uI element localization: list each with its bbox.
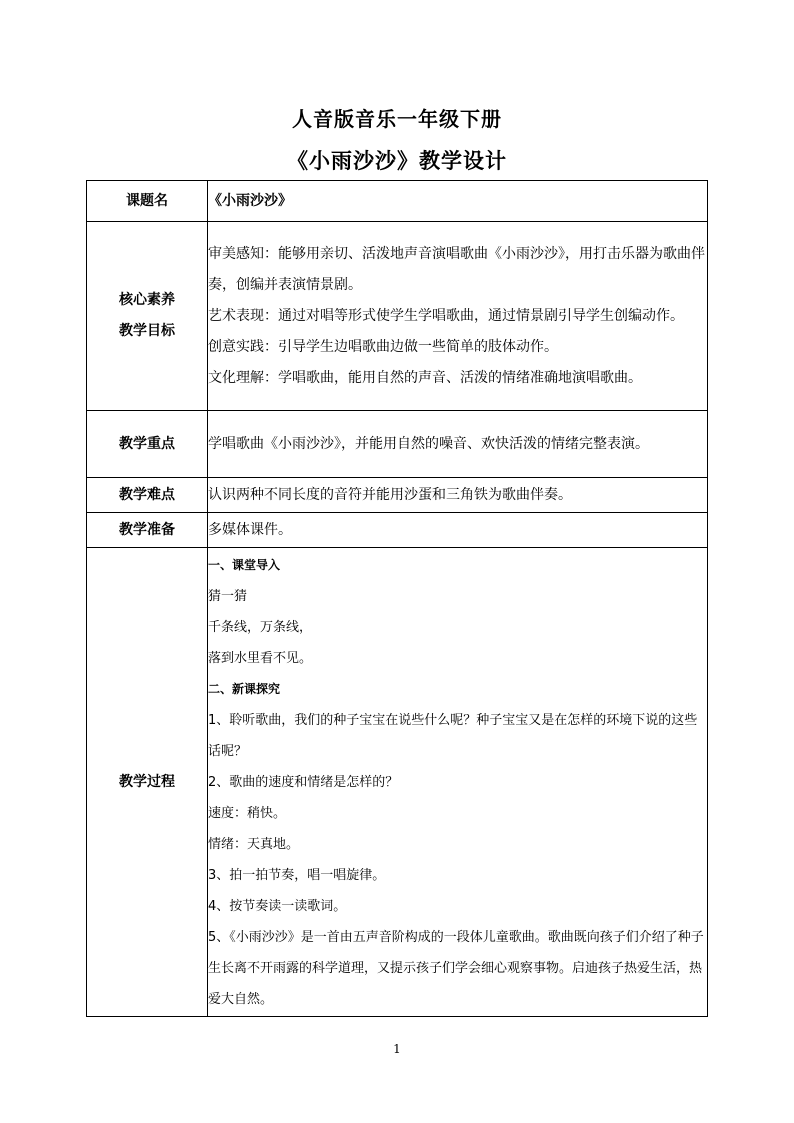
- lesson-plan-table: [86, 180, 708, 1017]
- goal-aesthetic: 审美感知：能够用亲切、活泼地声音演唱歌曲《小雨沙沙》，用打击乐器为歌曲伴奏，创编并表演情景剧。: [208, 245, 705, 293]
- document-title-lesson: 《小雨沙沙》教学设计: [287, 148, 507, 173]
- value-preparation: 多媒体课件。: [208, 513, 708, 548]
- label-process-text: 教学过程: [119, 773, 175, 790]
- value-key-points: 学唱歌曲《小雨沙沙》，并能用自然的噪音、欢快活泼的情绪完整表演。: [208, 411, 708, 478]
- value-process: [208, 548, 708, 1017]
- process-heading-explore: 二、新课探究: [208, 681, 281, 696]
- row-key-points: [87, 411, 708, 478]
- label-topic: [87, 181, 208, 222]
- label-preparation-text: 教学准备: [119, 521, 175, 538]
- row-difficulties: [87, 478, 708, 513]
- label-key-points: [87, 411, 208, 478]
- label-difficulties: [87, 478, 208, 513]
- label-key-points-text: 教学重点: [119, 435, 175, 452]
- process-item-4: 4、按节奏读一读歌词。: [208, 898, 347, 914]
- process-item-2: 2、歌曲的速度和情绪是怎样的？: [208, 774, 399, 790]
- value-goals: [208, 222, 708, 411]
- row-goals: [87, 222, 708, 411]
- process-speed: 速度：稍快。: [208, 805, 287, 821]
- row-topic: [87, 181, 708, 222]
- process-item-3: 3、拍一拍节奏，唱一唱旋律。: [208, 867, 386, 883]
- process-item-5: 5、《小雨沙沙》是一首由五声音阶构成的一段体儿童歌曲。歌曲既向孩子们介绍了种子生长离不开雨露的科学道理，又提示孩子们学会细心观察事物。启迪孩子热爱生活，热爱大自然。: [208, 929, 704, 1007]
- process-riddle-title: 猜一猜: [208, 588, 248, 604]
- process-mood: 情绪：天真地。: [208, 836, 300, 852]
- process-heading-intro: 一、课堂导入: [208, 557, 281, 572]
- value-topic: 《小雨沙沙》: [208, 181, 708, 222]
- page-number: 1: [393, 1042, 401, 1056]
- goal-expression: 艺术表现：通过对唱等形式使学生学唱歌曲，通过情景剧引导学生创编动作。: [208, 307, 684, 324]
- row-process: [87, 548, 708, 1017]
- label-process: [87, 548, 208, 1017]
- document-title-grade: 人音版音乐一年级下册: [292, 107, 502, 131]
- value-difficulties: 认识两种不同长度的音符并能用沙蛋和三角铁为歌曲伴奏。: [208, 478, 708, 513]
- goal-creativity: 创意实践：引导学生边唱歌曲边做一些简单的肢体动作。: [208, 338, 558, 355]
- label-goals-line2: 教学目标: [119, 323, 175, 339]
- label-topic-text: 课题名: [126, 192, 168, 209]
- label-goals-line1: 核心素养: [119, 292, 175, 308]
- process-item-1: 1、聆听歌曲，我们的种子宝宝在说些什么呢？种子宝宝又是在怎样的环境下说的这些话呢？: [208, 712, 698, 759]
- label-difficulties-text: 教学难点: [119, 486, 175, 503]
- process-riddle-line2: 落到水里看不见。: [208, 650, 313, 666]
- process-riddle-line1: 千条线，万条线，: [208, 619, 313, 635]
- row-preparation: [87, 513, 708, 548]
- label-goals: [87, 222, 208, 411]
- goal-culture: 文化理解：学唱歌曲，能用自然的声音、活泼的情绪准确地演唱歌曲。: [208, 369, 642, 386]
- label-preparation: [87, 513, 208, 548]
